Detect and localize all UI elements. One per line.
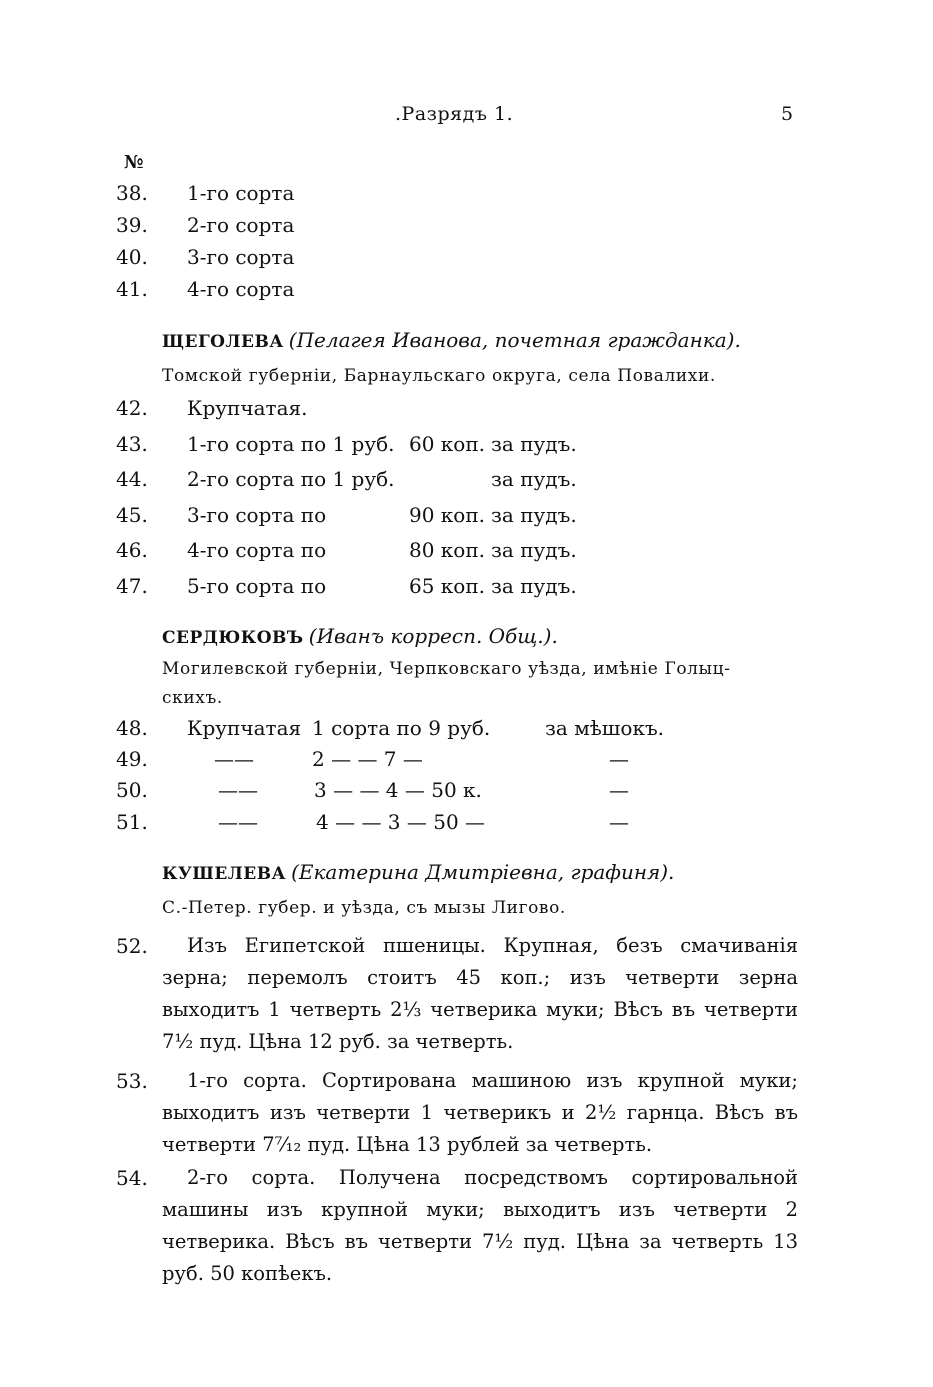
entry-text: ——: [218, 778, 258, 802]
entry-number: 44.: [116, 467, 148, 491]
exhibitor-detail: (Екатерина Дмитріевна, графиня).: [291, 860, 675, 884]
exhibitor-heading: [162, 860, 674, 884]
entry-number: 54.: [116, 1166, 148, 1190]
entry-number: 43.: [116, 432, 148, 456]
entry-text: Крупчатая.: [187, 396, 308, 420]
exhibitor-heading: [162, 624, 558, 648]
entry-unit: за пудъ.: [491, 467, 577, 491]
entry-text: 4-го сорта: [187, 277, 295, 301]
exhibitor-name: СЕРДЮКОВЪ: [162, 628, 304, 648]
entry-text: ——: [214, 747, 254, 771]
entry-unit: —: [609, 747, 629, 771]
entry-paragraph: 1-го сорта. Сортирована машиною изъ крупной муки; выходитъ изъ четверти 1 четверикъ и 2½ гарнца. Вѣсъ въ четверти 7⁷⁄₁₂ пуд. Цѣна 13 рублей за четверть.: [162, 1069, 798, 1156]
exhibitor-location-cont: скихъ.: [162, 688, 223, 708]
entry-number: 53.: [116, 1069, 148, 1093]
entry-unit: —: [609, 810, 629, 834]
entry-unit: за пудъ.: [491, 538, 577, 562]
entry-text: 2-го сорта по 1 руб.: [187, 467, 395, 491]
exhibitor-location: Томской губерніи, Барнаульскаго округа, села Повалихи.: [162, 366, 716, 386]
entry-number: 51.: [116, 810, 148, 834]
entry-price: 90 коп.: [409, 503, 486, 527]
entry-text: 5-го сорта по: [187, 574, 327, 598]
entry-number: 38.: [116, 181, 148, 205]
exhibitor-name: ЩЕГОЛЕВА: [162, 332, 284, 352]
entry-text: 2-го сорта: [187, 213, 295, 237]
entry-text: 3-го сорта: [187, 245, 295, 269]
exhibitor-location: С.-Петер. губер. и уѣзда, съ мызы Лигово.: [162, 898, 566, 918]
entry-number: 47.: [116, 574, 148, 598]
exhibitor-name: КУШЕЛЕВА: [162, 864, 286, 884]
exhibitor-detail: (Иванъ корресп. Общ.).: [308, 624, 558, 648]
exhibitor-heading: [162, 328, 741, 352]
entry-number: 48.: [116, 716, 148, 740]
entry-number: 41.: [116, 277, 148, 301]
entry-unit: за пудъ.: [491, 574, 577, 598]
entry-price: 60 коп.: [409, 432, 486, 456]
entry-number: 39.: [116, 213, 148, 237]
running-title: .Разрядъ 1.: [395, 103, 514, 125]
entry-price: 1 сорта по 9 руб.: [312, 716, 491, 740]
entry-text: 4-го сорта по: [187, 538, 327, 562]
entry-text: Крупчатая: [187, 716, 302, 740]
exhibitor-detail: (Пелагея Иванова, почетная гражданка).: [288, 328, 741, 352]
entry-price: 3 — — 4 — 50 к.: [314, 778, 482, 802]
entry-number: 49.: [116, 747, 148, 771]
entry-number: 46.: [116, 538, 148, 562]
page-number: 5: [781, 103, 794, 125]
entry-paragraph: 2-го сорта. Получена посредствомъ сортировальной машины изъ крупной муки; выходитъ изъ четверти 2 четверика. Вѣсъ въ четверти 7½ пуд. Цѣна за четверть 13 руб. 50 копѣекъ.: [162, 1166, 798, 1285]
entry-text: ——: [218, 810, 258, 834]
entry-price: 4 — — 3 — 50 —: [316, 810, 486, 834]
entry-unit: за пудъ.: [491, 503, 577, 527]
entry-number: 50.: [116, 778, 148, 802]
entry-unit: за пудъ.: [491, 432, 577, 456]
entry-text: 3-го сорта по: [187, 503, 327, 527]
entry-number: 42.: [116, 396, 148, 420]
entry-price: 80 коп.: [409, 538, 486, 562]
entry-text: 1-го сорта по 1 руб.: [187, 432, 395, 456]
exhibitor-location: Могилевской губерніи, Черпковскаго уѣзда, имѣніе Голыц-: [162, 659, 731, 679]
entry-number: 45.: [116, 503, 148, 527]
entry-number: 52.: [116, 934, 148, 958]
entry-unit: за мѣшокъ.: [545, 716, 665, 740]
entry-text: 1-го сорта: [187, 181, 295, 205]
entry-unit: —: [609, 778, 629, 802]
numero-sign: №: [124, 152, 144, 173]
entry-price: 2 — — 7 —: [312, 747, 423, 771]
entry-paragraph: Изъ Египетской пшеницы. Крупная, безъ смачиванія зерна; перемолъ стоитъ 45 коп.; изъ четверти зерна выходитъ 1 четверть 2⅓ четверика муки; Вѣсъ въ четверти 7½ пуд. Цѣна 12 руб. за четверть.: [162, 934, 798, 1053]
entry-price: 65 коп.: [409, 574, 486, 598]
entry-number: 40.: [116, 245, 148, 269]
